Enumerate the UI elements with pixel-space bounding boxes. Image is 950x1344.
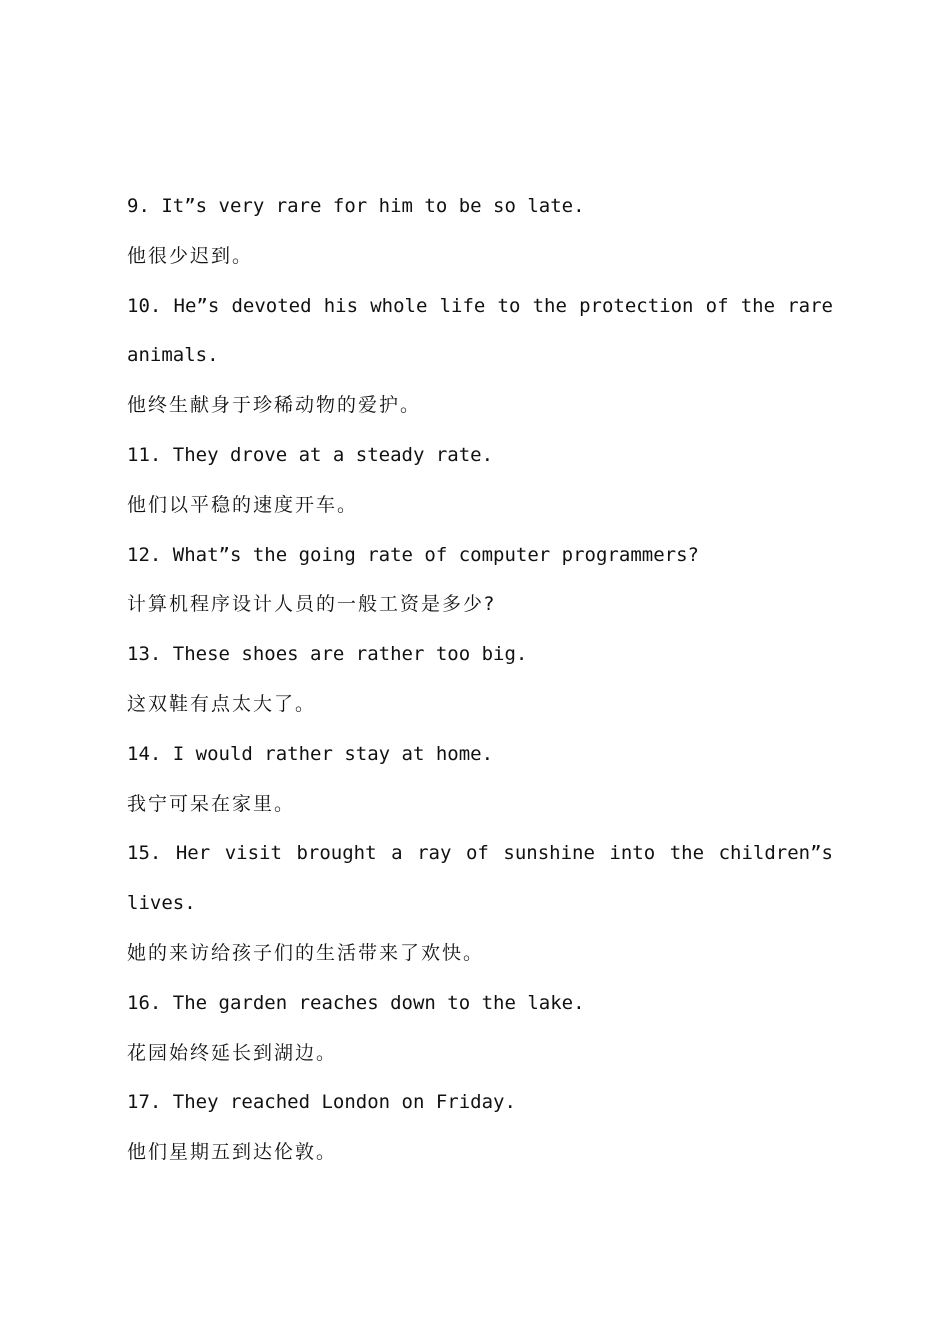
sentence-14-chinese: 我宁可呆在家里。 [127, 792, 296, 815]
sentence-13-chinese: 这双鞋有点太大了。 [127, 692, 317, 715]
sentence-10-english-line-1: 10. He”s devoted his whole life to the protection of the rare [127, 294, 833, 317]
sentence-10-chinese: 他终生献身于珍稀动物的爱护。 [127, 394, 422, 417]
sentence-14-english: 14. I would rather stay at home. [127, 742, 494, 765]
document-body [127, 182, 833, 1178]
sentence-15-english-line-2: lives. [127, 892, 196, 915]
sentence-11-english: 11. They drove at a steady rate. [127, 443, 494, 466]
sentence-12-english: 12. What”s the going rate of computer programmers? [127, 543, 699, 566]
sentence-15-chinese: 她的来访给孩子们的生活带来了欢快。 [127, 941, 485, 964]
sentence-11-chinese: 他们以平稳的速度开车。 [127, 493, 359, 516]
sentence-12-chinese: 计算机程序设计人员的一般工资是多少? [127, 593, 497, 616]
sentence-16-english: 16. The garden reaches down to the lake. [127, 991, 585, 1014]
sentence-17-english: 17. They reached London on Friday. [127, 1091, 516, 1114]
sentence-9-english: 9. It”s very rare for him to be so late. [127, 195, 585, 217]
sentence-9-chinese: 他很少迟到。 [127, 244, 254, 267]
sentence-16-chinese: 花园始终延长到湖边。 [127, 1041, 338, 1064]
sentence-17-chinese: 他们星期五到达伦敦。 [127, 1141, 338, 1164]
sentence-13-english: 13. These shoes are rather too big. [127, 643, 528, 666]
sentence-10-english-line-2: animals. [127, 344, 219, 367]
sentence-15-english-line-1: 15. Her visit brought a ray of sunshine into the children”s [127, 842, 833, 865]
